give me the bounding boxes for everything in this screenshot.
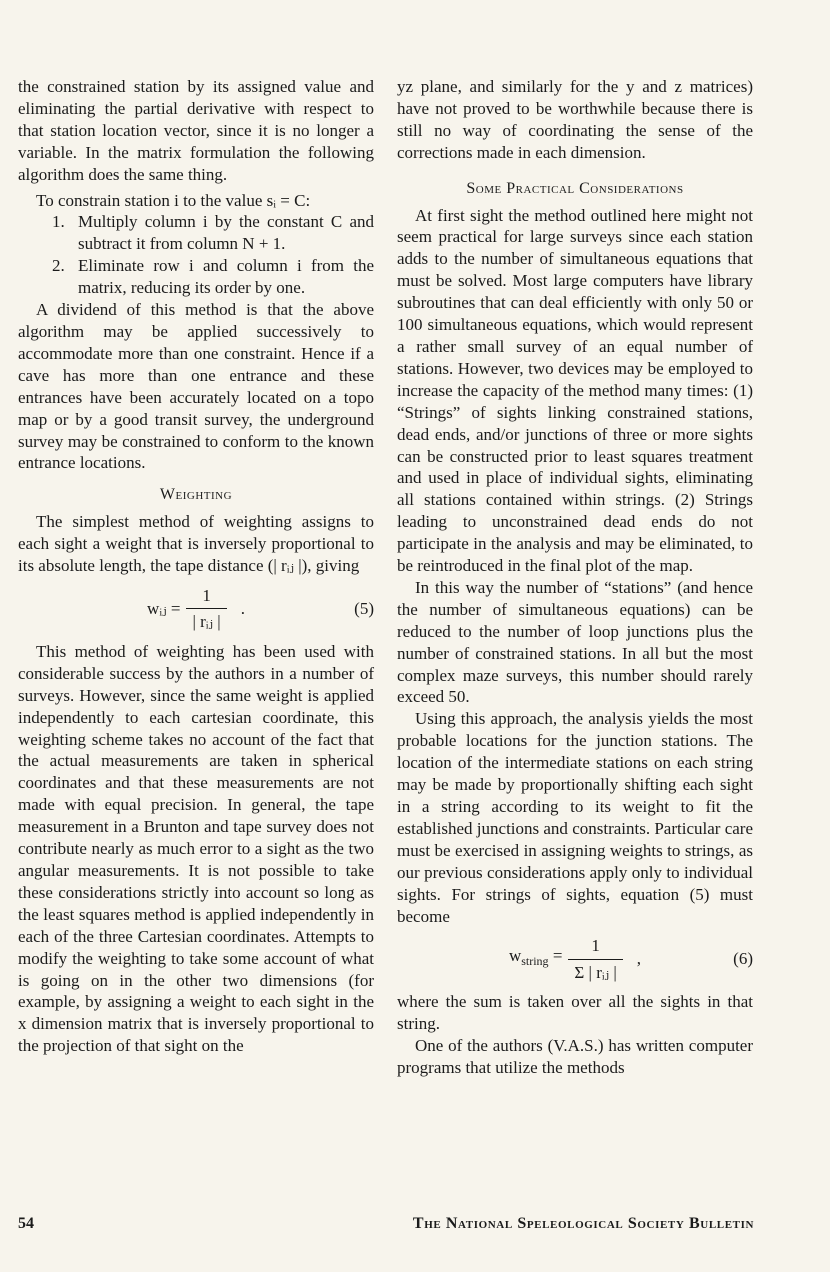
left-column [18,76,374,1057]
equation-lhs [509,945,562,973]
step-number: 2. [52,256,65,276]
equation-punctuation: , [636,949,642,969]
fraction [568,935,622,984]
numerator: 1 [202,585,211,605]
paragraph: One of the authors (V.A.S.) has written computer programs that utilize the methods [397,1036,753,1078]
step-text: Eliminate row i and column i from the matrix, reducing its order by one. [78,256,374,298]
equation-6 [397,929,753,989]
equation-5 [18,579,374,639]
paragraph: A dividend of this method is that the above algorithm may be applied successively to accommodate more than one constraint. Hence if a cave has more than one entrance and these entrances have been accurately located on a topo map or by a good transit survey, the underground survey may be constrained to conform to the known entrance locations. [18,300,374,473]
journal-title: The National Speleological Society Bulletin [412,1215,754,1232]
equation-number: (6) [733,949,753,969]
right-column [397,76,753,1079]
denominator: | rᵢⱼ | [192,612,221,632]
weight-symbol: w [508,946,522,966]
paragraph: At first sight the method outlined here might not seem practical for large surveys since each station adds to the number of simultaneous equations that must be solved. Most large computers have library subroutines that can deal efficiently with only 50 or 100 simultaneous equations, which would represent a rather small survey of an equal number of stations. However, two devices may be employed to increase the capacity of the method many times: (1) “Strings” of sights linking constrained stations, dead ends, and/or junctions of three or more sights can be constructed prior to least squares treatment and used in place of individual sights, eliminating all stations contained within strings. (2) Strings leading to unconstrained dead ends do not participate in the analysis and may be eliminated, to be reintroduced in the final plot of the map. [397,205,753,576]
algorithm-steps [18,211,374,299]
paragraph: This method of weighting has been used with considerable success by the authors in a number of surveys. However, since the same weight is applied independently to each cartesian coordinate, this weighting scheme takes no account of the fact that the actual measurements are taken in spherical coordinates and that these measurements are not made with equal precision. In general, the tape measurement in a Brunton and tape survey does not contribute nearly as much error to a sight as the two angular measurements. It is not possible to take these considerations strictly into account so long as the least squares method is applied independently in each of the three Cartesian coordinates. Attempts to modify the weighting to take some account of what is going on in the other two dimensions (for example, by assigning a weight to each sight in the x dimension matrix that is inversely proportional to the projection of that sight on the [18,641,374,1056]
paragraph: the constrained station by its assigned value and eliminating the partial derivative with respect to that station location vector, since it is no longer a variable. In the matrix formulation the following algorithm does the same thing. [18,77,374,184]
page-number: 54 [18,1215,34,1232]
equation-punctuation: . [240,598,245,618]
numerator: 1 [591,936,600,956]
list-item [18,255,374,299]
paragraph: Using this approach, the analysis yields the most probable locations for the junction stations. The location of the intermediate stations on each string may be made by proportionally shifting each sight in a string according to its weight to fit the established junctions and constraints. Particular care must be exercised in assigning weights to strings, as our previous considerations apply only to individual sights. For strings of sights, equation (5) must become [397,709,753,926]
section-heading: Some Practical Considerations [466,179,684,197]
step-text: Multiply column i by the constant C and subtract it from column N + 1. [78,212,374,254]
paragraph: To constrain station i to the value sᵢ = C: [36,190,311,210]
paragraph: In this way the number of “stations” (and hence the number of simultaneous equations) can be reduced to the number of loop junctions plus the number of constrained stations. In all but the most complex maze surveys, this number should rarely exceed 50. [397,577,753,707]
fraction-bar [186,608,226,609]
equation-number: (5) [354,598,374,618]
equation-lhs: wᵢⱼ = [147,598,181,618]
equals-sign: = [552,946,563,966]
paragraph: The simplest method of weighting assigns to each sight a weight that is inversely proportional to its absolute length, the tape distance (| rᵢⱼ |), giving [18,512,374,576]
fraction-bar [568,959,622,960]
step-number: 1. [52,212,65,232]
paragraph: yz plane, and similarly for the y and z matrices) have not proved to be worthwhile because there is still no way of coordinating the sense of the corrections made in each dimension. [397,77,753,162]
subscript: string [521,954,549,969]
fraction [186,585,226,634]
list-item [18,211,374,255]
denominator: Σ | rᵢⱼ | [574,962,617,982]
paragraph: where the sum is taken over all the sights in that string. [397,992,753,1034]
section-heading: Weighting [159,486,233,504]
